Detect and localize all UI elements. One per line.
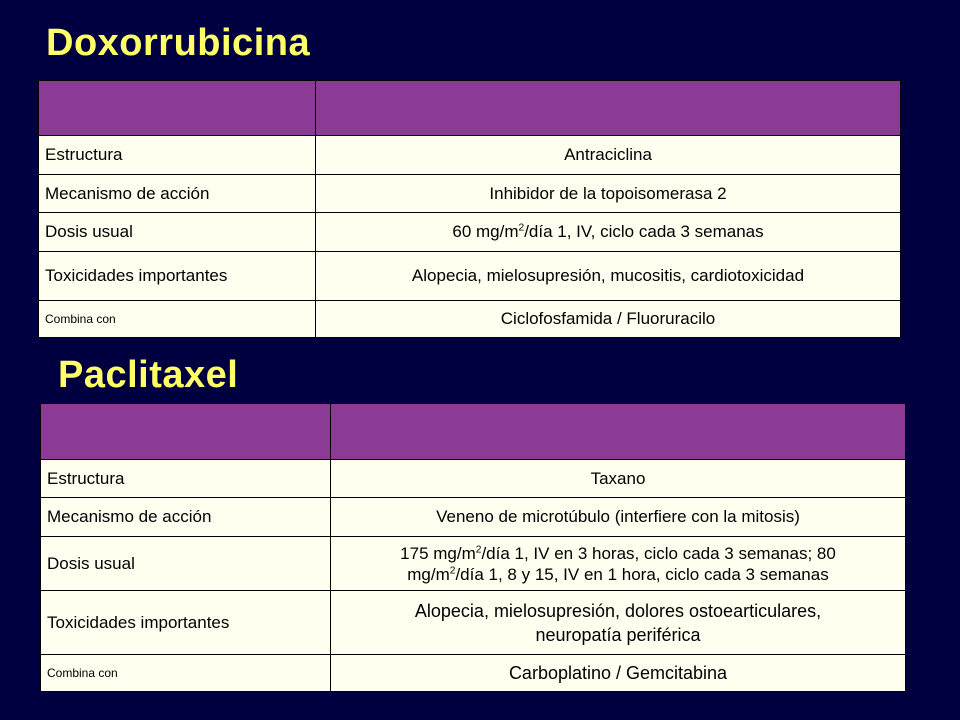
table-row (41, 591, 906, 655)
paclitaxel-title: Paclitaxel (58, 354, 239, 396)
table-row (41, 537, 906, 591)
dose-text: /día 1, IV, ciclo cada 3 semanas (524, 222, 764, 241)
dose-superscript: 2 (518, 222, 525, 234)
table-header-row (41, 404, 906, 460)
dose-text: /día 1, 8 y 15, IV en 1 hora, ciclo cada 3 semanas (455, 564, 829, 584)
table-row (39, 175, 901, 213)
row-label: Dosis usual (39, 213, 316, 252)
row-label: Toxicidades importantes (41, 591, 331, 655)
row-value: Alopecia, mielosupresión, mucositis, cardiotoxicidad (316, 252, 901, 301)
dose-text: mg/m (407, 564, 450, 584)
toxicity-line: Alopecia, mielosupresión, dolores ostoearticulares, (414, 600, 822, 621)
header-cell (39, 81, 316, 136)
table-row (39, 213, 901, 252)
dose-superscript: 2 (449, 564, 456, 576)
row-label: Mecanismo de acción (41, 498, 331, 537)
header-cell (316, 81, 901, 136)
row-label: Mecanismo de acción (39, 175, 316, 213)
row-label: Toxicidades importantes (39, 252, 316, 301)
dose-text: /día 1, IV en 3 horas, ciclo cada 3 semanas; 80 (481, 543, 836, 563)
table-row (39, 136, 901, 175)
row-value (331, 537, 906, 591)
row-value: Antraciclina (316, 136, 901, 175)
row-label: Dosis usual (41, 537, 331, 591)
header-cell (331, 404, 906, 460)
row-value: Inhibidor de la topoisomerasa 2 (316, 175, 901, 213)
row-value: Carboplatino / Gemcitabina (331, 655, 906, 692)
table-row (41, 655, 906, 692)
dose-text: 175 mg/m (400, 543, 476, 563)
row-value: Veneno de microtúbulo (interfiere con la mitosis) (331, 498, 906, 537)
row-value (331, 591, 906, 655)
dose-superscript: 2 (475, 543, 482, 555)
table-row (39, 252, 901, 301)
row-value: Ciclofosfamida / Fluoruracilo (316, 301, 901, 338)
doxorrubicina-table (38, 80, 901, 338)
table-header-row (39, 81, 901, 136)
paclitaxel-table (40, 403, 906, 692)
row-label: Combina con (41, 655, 331, 692)
table-row (41, 460, 906, 498)
dose-text: 60 mg/m (452, 222, 519, 241)
toxicity-line: neuropatía periférica (535, 624, 701, 645)
row-label: Estructura (39, 136, 316, 175)
row-value (316, 213, 901, 252)
table-row (41, 498, 906, 537)
doxorrubicina-title: Doxorrubicina (46, 22, 311, 64)
header-cell (41, 404, 331, 460)
row-label: Combina con (39, 301, 316, 338)
row-value: Taxano (331, 460, 906, 498)
table-row (39, 301, 901, 338)
row-label: Estructura (41, 460, 331, 498)
